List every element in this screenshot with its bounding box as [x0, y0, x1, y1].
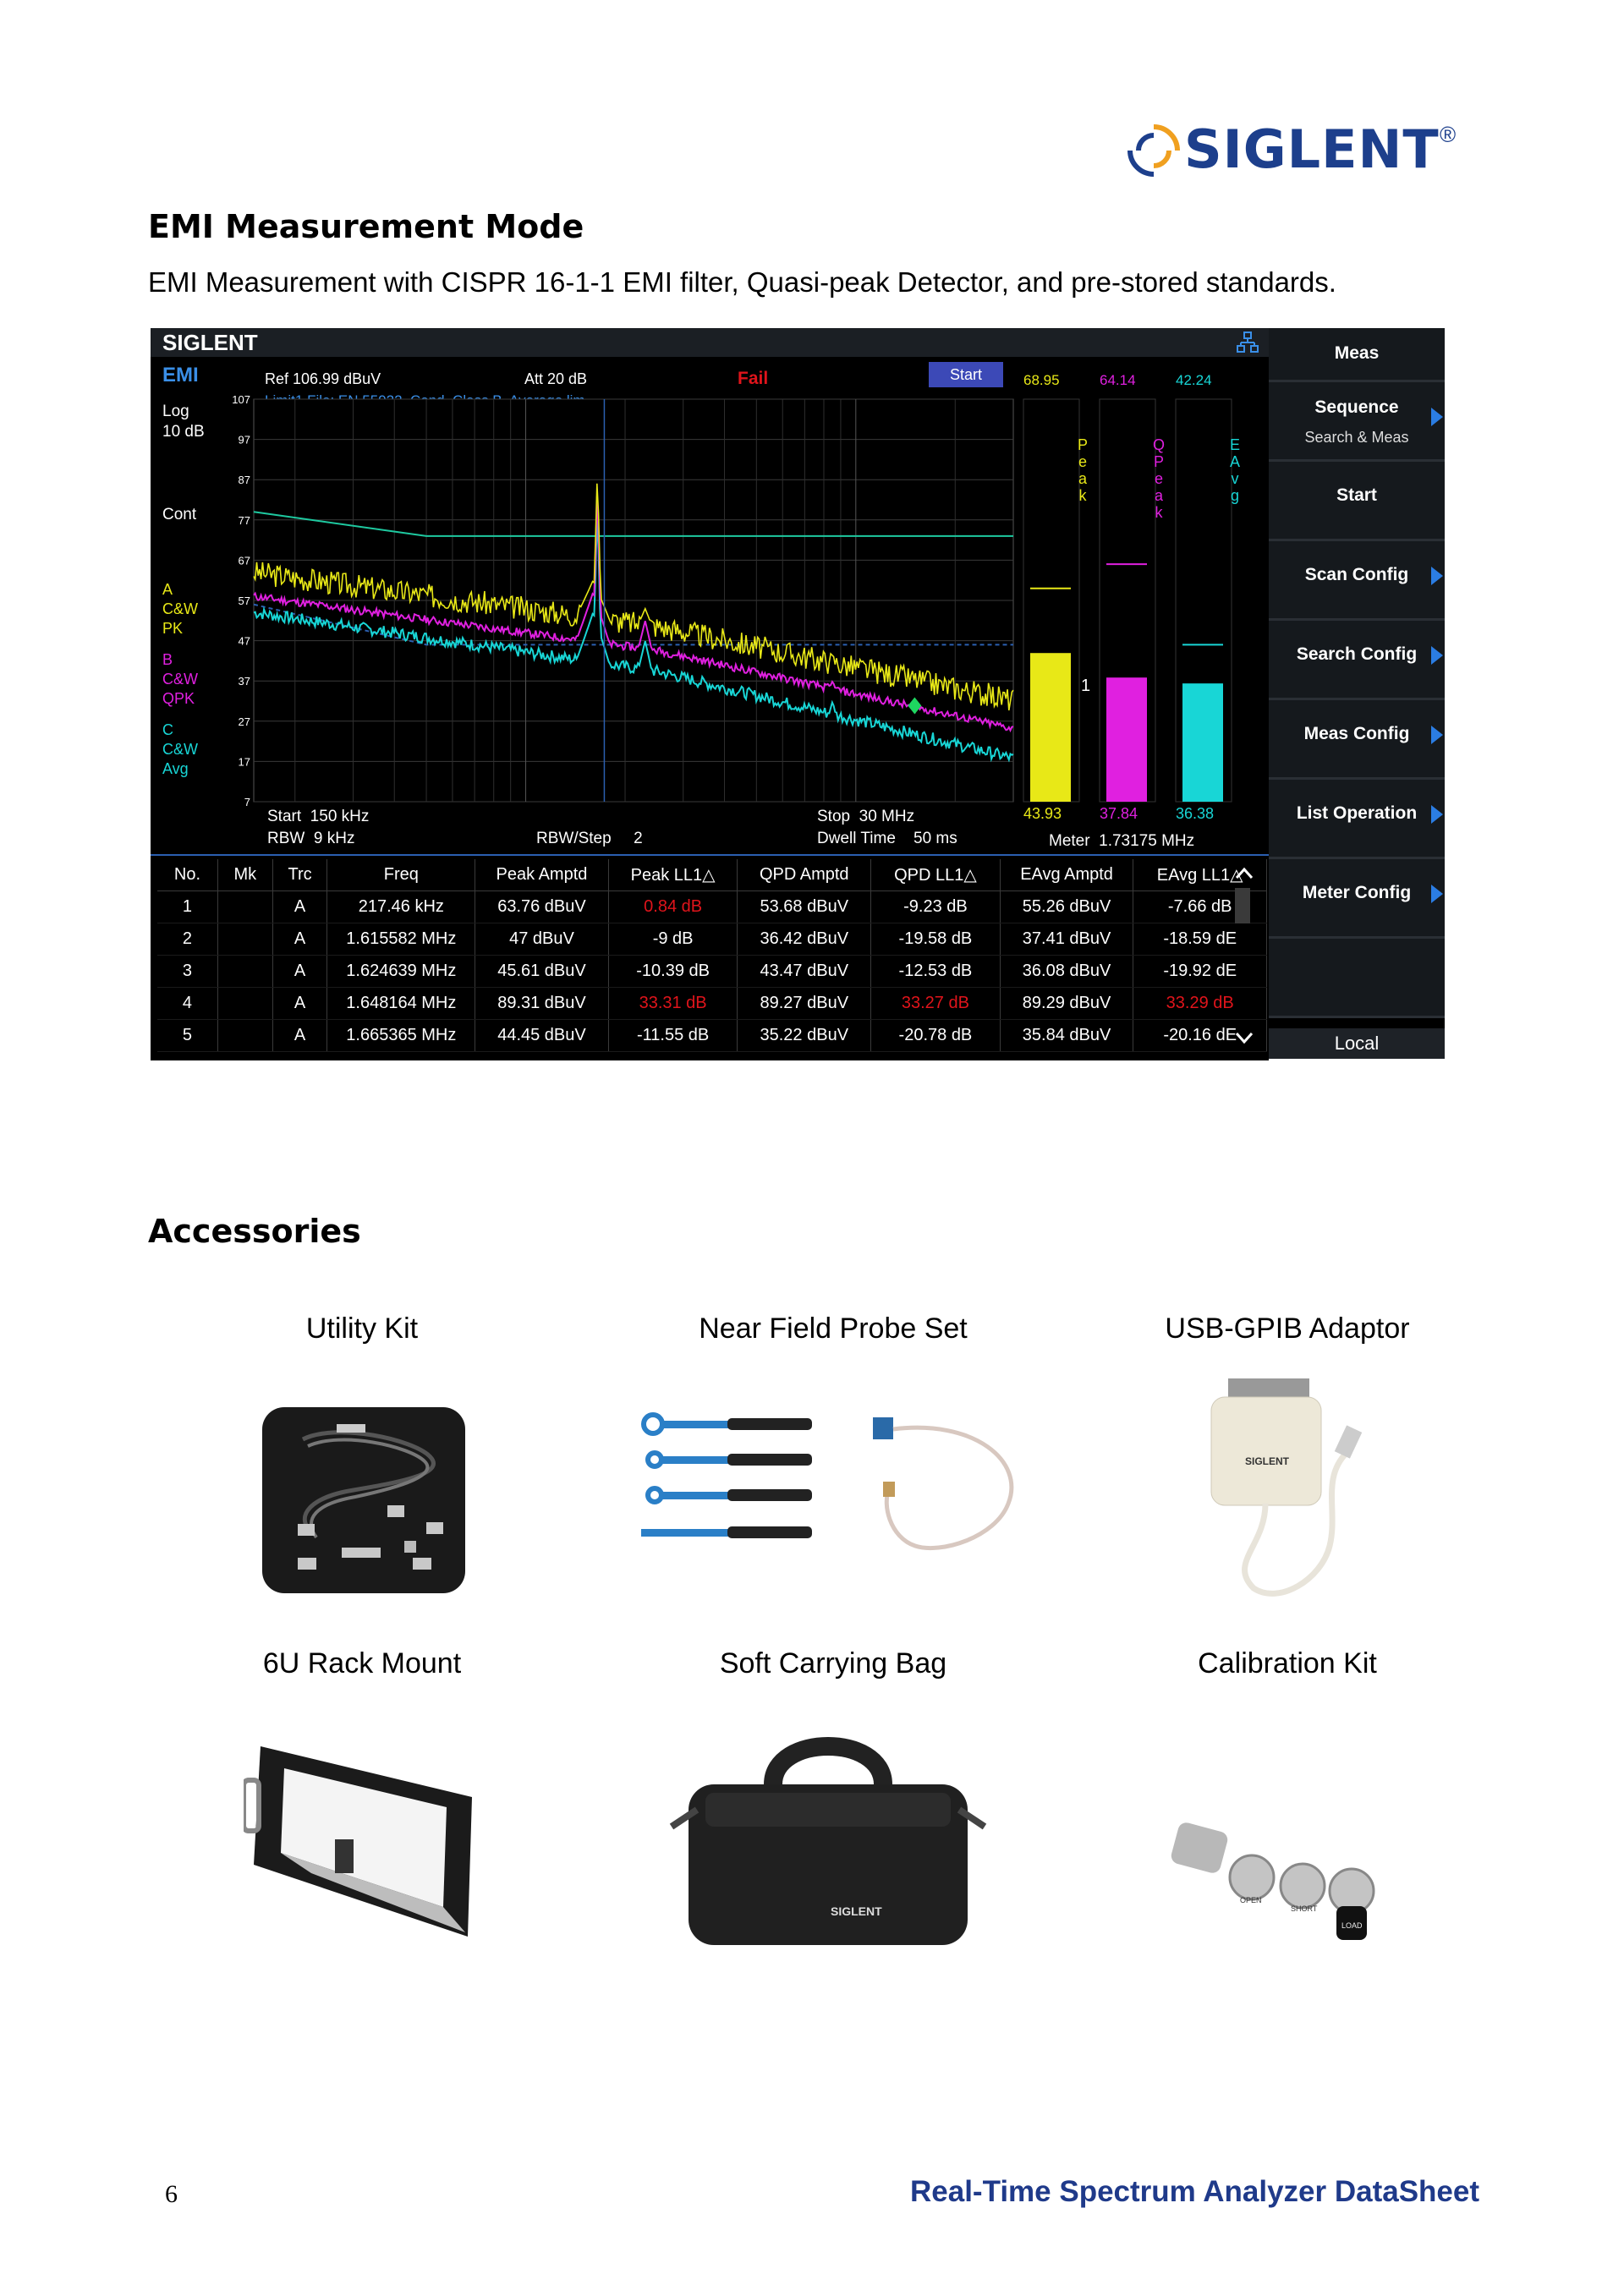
column-header[interactable]: Freq — [327, 859, 475, 891]
menu-search-config-button[interactable] — [1269, 621, 1445, 700]
y-tick-label: 17 — [238, 755, 250, 769]
table-cell-trc: A — [272, 956, 327, 988]
scroll-up-icon[interactable] — [1235, 866, 1250, 881]
table-cell-eavg-ll: -7.66 dB — [1133, 891, 1267, 923]
accessory-title-usb-gpib: USB-GPIB Adaptor — [1165, 1312, 1410, 1345]
table-row[interactable] — [157, 1020, 1267, 1052]
table-row[interactable] — [157, 988, 1267, 1020]
submenu-arrow-icon — [1431, 726, 1443, 744]
table-cell-eavg: 36.08 dBuV — [1000, 956, 1133, 988]
y-tick-label: 87 — [238, 474, 250, 487]
mode-label: EMI — [162, 364, 199, 386]
table-cell-no: 1 — [157, 891, 217, 923]
menu-meter-config-button[interactable] — [1269, 859, 1445, 939]
menu-sequence-button[interactable] — [1269, 382, 1445, 462]
table-cell-eavg: 35.84 dBuV — [1000, 1020, 1133, 1052]
cal-open-label: OPEN — [1240, 1896, 1262, 1904]
usb-gpib-image — [1194, 1377, 1380, 1605]
scale-type: Log — [162, 403, 189, 420]
test-status: Fail — [738, 369, 769, 388]
spectrum-plot — [151, 328, 1269, 859]
menu-label: Sequence — [1314, 397, 1399, 417]
menu-label: List Operation — [1296, 803, 1418, 823]
table-cell-no: 3 — [157, 956, 217, 988]
meter-top-value-eavg: 42.24 — [1176, 372, 1212, 388]
table-cell-qpd-ll: -12.53 dB — [871, 956, 1001, 988]
submenu-arrow-icon — [1431, 885, 1443, 903]
trace-legend-mode: C&W — [162, 600, 198, 617]
y-tick-label: 107 — [232, 393, 250, 406]
table-cell-qpd: 36.42 dBuV — [738, 923, 871, 956]
column-header[interactable]: Peak LL1△ — [608, 859, 738, 891]
meter-bottom-value-peak: 43.93 — [1023, 805, 1062, 822]
table-cell-qpd-ll: 33.27 dB — [871, 988, 1001, 1020]
table-cell-peak-ll: -9 dB — [608, 923, 738, 956]
meter-bar-qpeak — [1106, 677, 1147, 802]
y-tick-label: 7 — [244, 796, 250, 808]
trace-legend-letter: A — [162, 581, 173, 598]
table-row[interactable] — [157, 891, 1267, 923]
meter-name-letter: P — [1153, 453, 1165, 470]
column-header[interactable]: EAvg LL1△ — [1133, 859, 1267, 891]
table-cell-freq: 1.615582 MHz — [327, 923, 475, 956]
table-cell-peak: 44.45 dBuV — [475, 1020, 609, 1052]
accessory-title-rack-mount: 6U Rack Mount — [262, 1647, 462, 1680]
y-tick-label: 97 — [238, 433, 250, 447]
meter-name-letter: k — [1078, 487, 1087, 504]
y-tick-label: 57 — [238, 595, 250, 607]
meter-name-letter: e — [1154, 470, 1164, 487]
brand-logo — [1125, 118, 1463, 186]
column-header[interactable]: EAvg Amptd — [1000, 859, 1133, 891]
submenu-arrow-icon — [1431, 567, 1443, 585]
emi-section-title: EMI Measurement Mode — [148, 208, 584, 245]
submenu-arrow-icon — [1431, 646, 1443, 665]
meter-name-letter: v — [1231, 470, 1239, 487]
meter-name-letter: a — [1154, 487, 1164, 504]
calibration-kit-image — [1167, 1801, 1387, 1945]
accessory-title-calibration-kit: Calibration Kit — [1198, 1647, 1377, 1680]
table-cell-eavg-ll: -19.92 dE — [1133, 956, 1267, 988]
table-cell-peak-ll: -10.39 dB — [608, 956, 738, 988]
column-header[interactable]: Mk — [217, 859, 272, 891]
meter-bar-eavg — [1182, 683, 1223, 802]
scroll-down-icon[interactable] — [1235, 1032, 1250, 1047]
column-header[interactable]: No. — [157, 859, 217, 891]
meter-bars — [1023, 399, 1240, 802]
meter-bottom-value-qpeak: 37.84 — [1100, 805, 1138, 822]
siglent-swirl-icon — [1125, 122, 1182, 179]
menu-list-operation-button[interactable] — [1269, 780, 1445, 859]
trace-legend-letter: C — [162, 721, 173, 738]
meter-frequency: Meter 1.73175 MHz — [1049, 832, 1195, 850]
table-cell-trc: A — [272, 1020, 327, 1052]
utility-kit-image — [261, 1406, 467, 1595]
table-scrollbar[interactable] — [1235, 888, 1250, 923]
table-cell-mk — [217, 1020, 272, 1052]
meter-top-value-qpeak: 64.14 — [1100, 372, 1136, 388]
start-badge[interactable]: Start — [929, 362, 1003, 387]
table-cell-mk — [217, 956, 272, 988]
marker-number: 1 — [1081, 677, 1091, 695]
cal-load-label: LOAD — [1341, 1921, 1363, 1930]
menu-label: Meas Config — [1303, 724, 1410, 743]
table-cell-mk — [217, 923, 272, 956]
table-cell-eavg: 37.41 dBuV — [1000, 923, 1133, 956]
accessory-title-utility-kit: Utility Kit — [305, 1312, 419, 1345]
column-header[interactable]: QPD Amptd — [738, 859, 871, 891]
table-cell-trc: A — [272, 923, 327, 956]
table-cell-eavg-ll: -20.16 dE — [1133, 1020, 1267, 1052]
menu-empty-slot — [1269, 939, 1445, 1018]
accessories-title: Accessories — [148, 1213, 361, 1250]
table-cell-qpd: 35.22 dBuV — [738, 1020, 871, 1052]
document-title: Real-Time Spectrum Analyzer DataSheet — [910, 2175, 1480, 2208]
table-cell-eavg: 55.26 dBuV — [1000, 891, 1133, 923]
table-cell-eavg-ll: -18.59 dE — [1133, 923, 1267, 956]
sweep-mode: Cont — [162, 506, 197, 523]
trace-legend-det: PK — [162, 620, 184, 637]
table-cell-peak: 47 dBuV — [475, 923, 609, 956]
trace-legend-mode: C&W — [162, 741, 198, 758]
column-header[interactable]: Trc — [272, 859, 327, 891]
probe-set-image — [636, 1411, 1025, 1559]
menu-meas-button[interactable] — [1269, 328, 1445, 382]
dwell-time: Dwell Time 50 ms — [817, 830, 957, 847]
table-cell-freq: 1.648164 MHz — [327, 988, 475, 1020]
logo-wordmark: SIGLENT — [1184, 118, 1440, 180]
table-cell-mk — [217, 988, 272, 1020]
menu-start-button[interactable] — [1269, 462, 1445, 541]
results-table — [157, 859, 1267, 1052]
meter-name-letter: g — [1230, 487, 1240, 504]
table-cell-qpd: 89.27 dBuV — [738, 988, 871, 1020]
page-number: 6 — [165, 2180, 178, 2208]
table-cell-peak-ll: 33.31 dB — [608, 988, 738, 1020]
accessory-title-probe-set: Near Field Probe Set — [699, 1312, 968, 1345]
bag-brand-text: SIGLENT — [831, 1904, 882, 1918]
scale-div: 10 dB — [162, 423, 205, 441]
table-cell-peak-ll: -11.55 dB — [608, 1020, 738, 1052]
accessory-title-carry-bag: Soft Carrying Bag — [719, 1647, 947, 1680]
menu-label: Start — [1336, 485, 1377, 505]
carry-bag-image — [663, 1725, 993, 1954]
rbw-step: RBW/Step 2 — [536, 830, 643, 847]
y-tick-label: 37 — [238, 675, 250, 688]
rack-mount-image — [244, 1738, 497, 1941]
table-cell-freq: 217.46 kHz — [327, 891, 475, 923]
table-cell-peak: 89.31 dBuV — [475, 988, 609, 1020]
meter-name-letter: A — [1229, 453, 1241, 470]
meter-name-letter: E — [1229, 436, 1241, 453]
adaptor-brand-text: SIGLENT — [1245, 1455, 1290, 1467]
start-frequency: Start 150 kHz — [267, 808, 370, 825]
attenuation: Att 20 dB — [524, 370, 588, 387]
submenu-arrow-icon — [1431, 408, 1443, 426]
rbw: RBW 9 kHz — [267, 830, 355, 847]
y-tick-labels — [232, 393, 250, 808]
trace-legend-det: QPK — [162, 690, 195, 707]
table-cell-peak-ll: 0.84 dB — [608, 891, 738, 923]
table-cell-qpd: 43.47 dBuV — [738, 956, 871, 988]
emi-section-description: EMI Measurement with CISPR 16-1-1 EMI filter, Quasi-peak Detector, and pre-stored standards. — [148, 266, 1336, 298]
table-cell-eavg-ll: 33.29 dB — [1133, 988, 1267, 1020]
local-button[interactable]: Local — [1269, 1028, 1445, 1059]
submenu-arrow-icon — [1431, 805, 1443, 824]
table-cell-qpd-ll: -19.58 dB — [871, 923, 1001, 956]
trace-legend-letter: B — [162, 651, 173, 668]
registered-mark: ® — [1440, 122, 1457, 147]
meter-bottom-value-eavg: 36.38 — [1176, 805, 1215, 822]
column-header[interactable]: QPD LL1△ — [871, 859, 1001, 891]
analyzer-screenshot — [151, 328, 1445, 1059]
table-cell-eavg: 89.29 dBuV — [1000, 988, 1133, 1020]
menu-label: Scan Config — [1304, 565, 1409, 584]
table-row[interactable] — [157, 956, 1267, 988]
stop-frequency: Stop 30 MHz — [817, 808, 915, 825]
table-cell-no: 4 — [157, 988, 217, 1020]
menu-sub-label: Search & Meas — [1304, 429, 1409, 446]
trace-legend-mode: C&W — [162, 671, 198, 688]
menu-label: Meter Config — [1302, 883, 1412, 902]
y-tick-label: 27 — [238, 715, 250, 728]
table-cell-freq: 1.624639 MHz — [327, 956, 475, 988]
menu-label: Search Config — [1296, 644, 1418, 664]
y-tick-label: 47 — [238, 634, 250, 648]
meter-name-letter: e — [1078, 453, 1088, 470]
table-cell-trc: A — [272, 891, 327, 923]
y-tick-label: 77 — [238, 513, 250, 527]
table-cell-qpd: 53.68 dBuV — [738, 891, 871, 923]
table-cell-qpd-ll: -9.23 dB — [871, 891, 1001, 923]
table-cell-peak: 63.76 dBuV — [475, 891, 609, 923]
table-cell-mk — [217, 891, 272, 923]
table-cell-peak: 45.61 dBuV — [475, 956, 609, 988]
cal-short-label: SHORT — [1291, 1904, 1318, 1913]
meter-name-letter: P — [1077, 436, 1089, 453]
table-cell-trc: A — [272, 988, 327, 1020]
menu-label: Meas — [1334, 343, 1380, 363]
meter-name-letter: k — [1155, 504, 1163, 521]
meter-name-letter: Q — [1152, 436, 1166, 453]
column-header[interactable]: Peak Amptd — [475, 859, 609, 891]
screen-brand: SIGLENT — [162, 330, 258, 355]
table-cell-qpd-ll: -20.78 dB — [871, 1020, 1001, 1052]
menu-scan-config-button[interactable] — [1269, 541, 1445, 621]
meter-name-letter: a — [1078, 470, 1088, 487]
table-cell-no: 2 — [157, 923, 217, 956]
menu-meas-config-button[interactable] — [1269, 700, 1445, 780]
plot-grid — [254, 399, 1013, 802]
table-header-row — [157, 859, 1267, 891]
table-cell-no: 5 — [157, 1020, 217, 1052]
meter-bar-peak — [1030, 653, 1071, 802]
y-tick-label: 67 — [238, 554, 250, 567]
trace-legend-det: Avg — [162, 760, 189, 777]
ref-level: Ref 106.99 dBuV — [265, 370, 381, 387]
table-cell-freq: 1.665365 MHz — [327, 1020, 475, 1052]
meter-top-value-peak: 68.95 — [1023, 372, 1060, 388]
table-row[interactable] — [157, 923, 1267, 956]
